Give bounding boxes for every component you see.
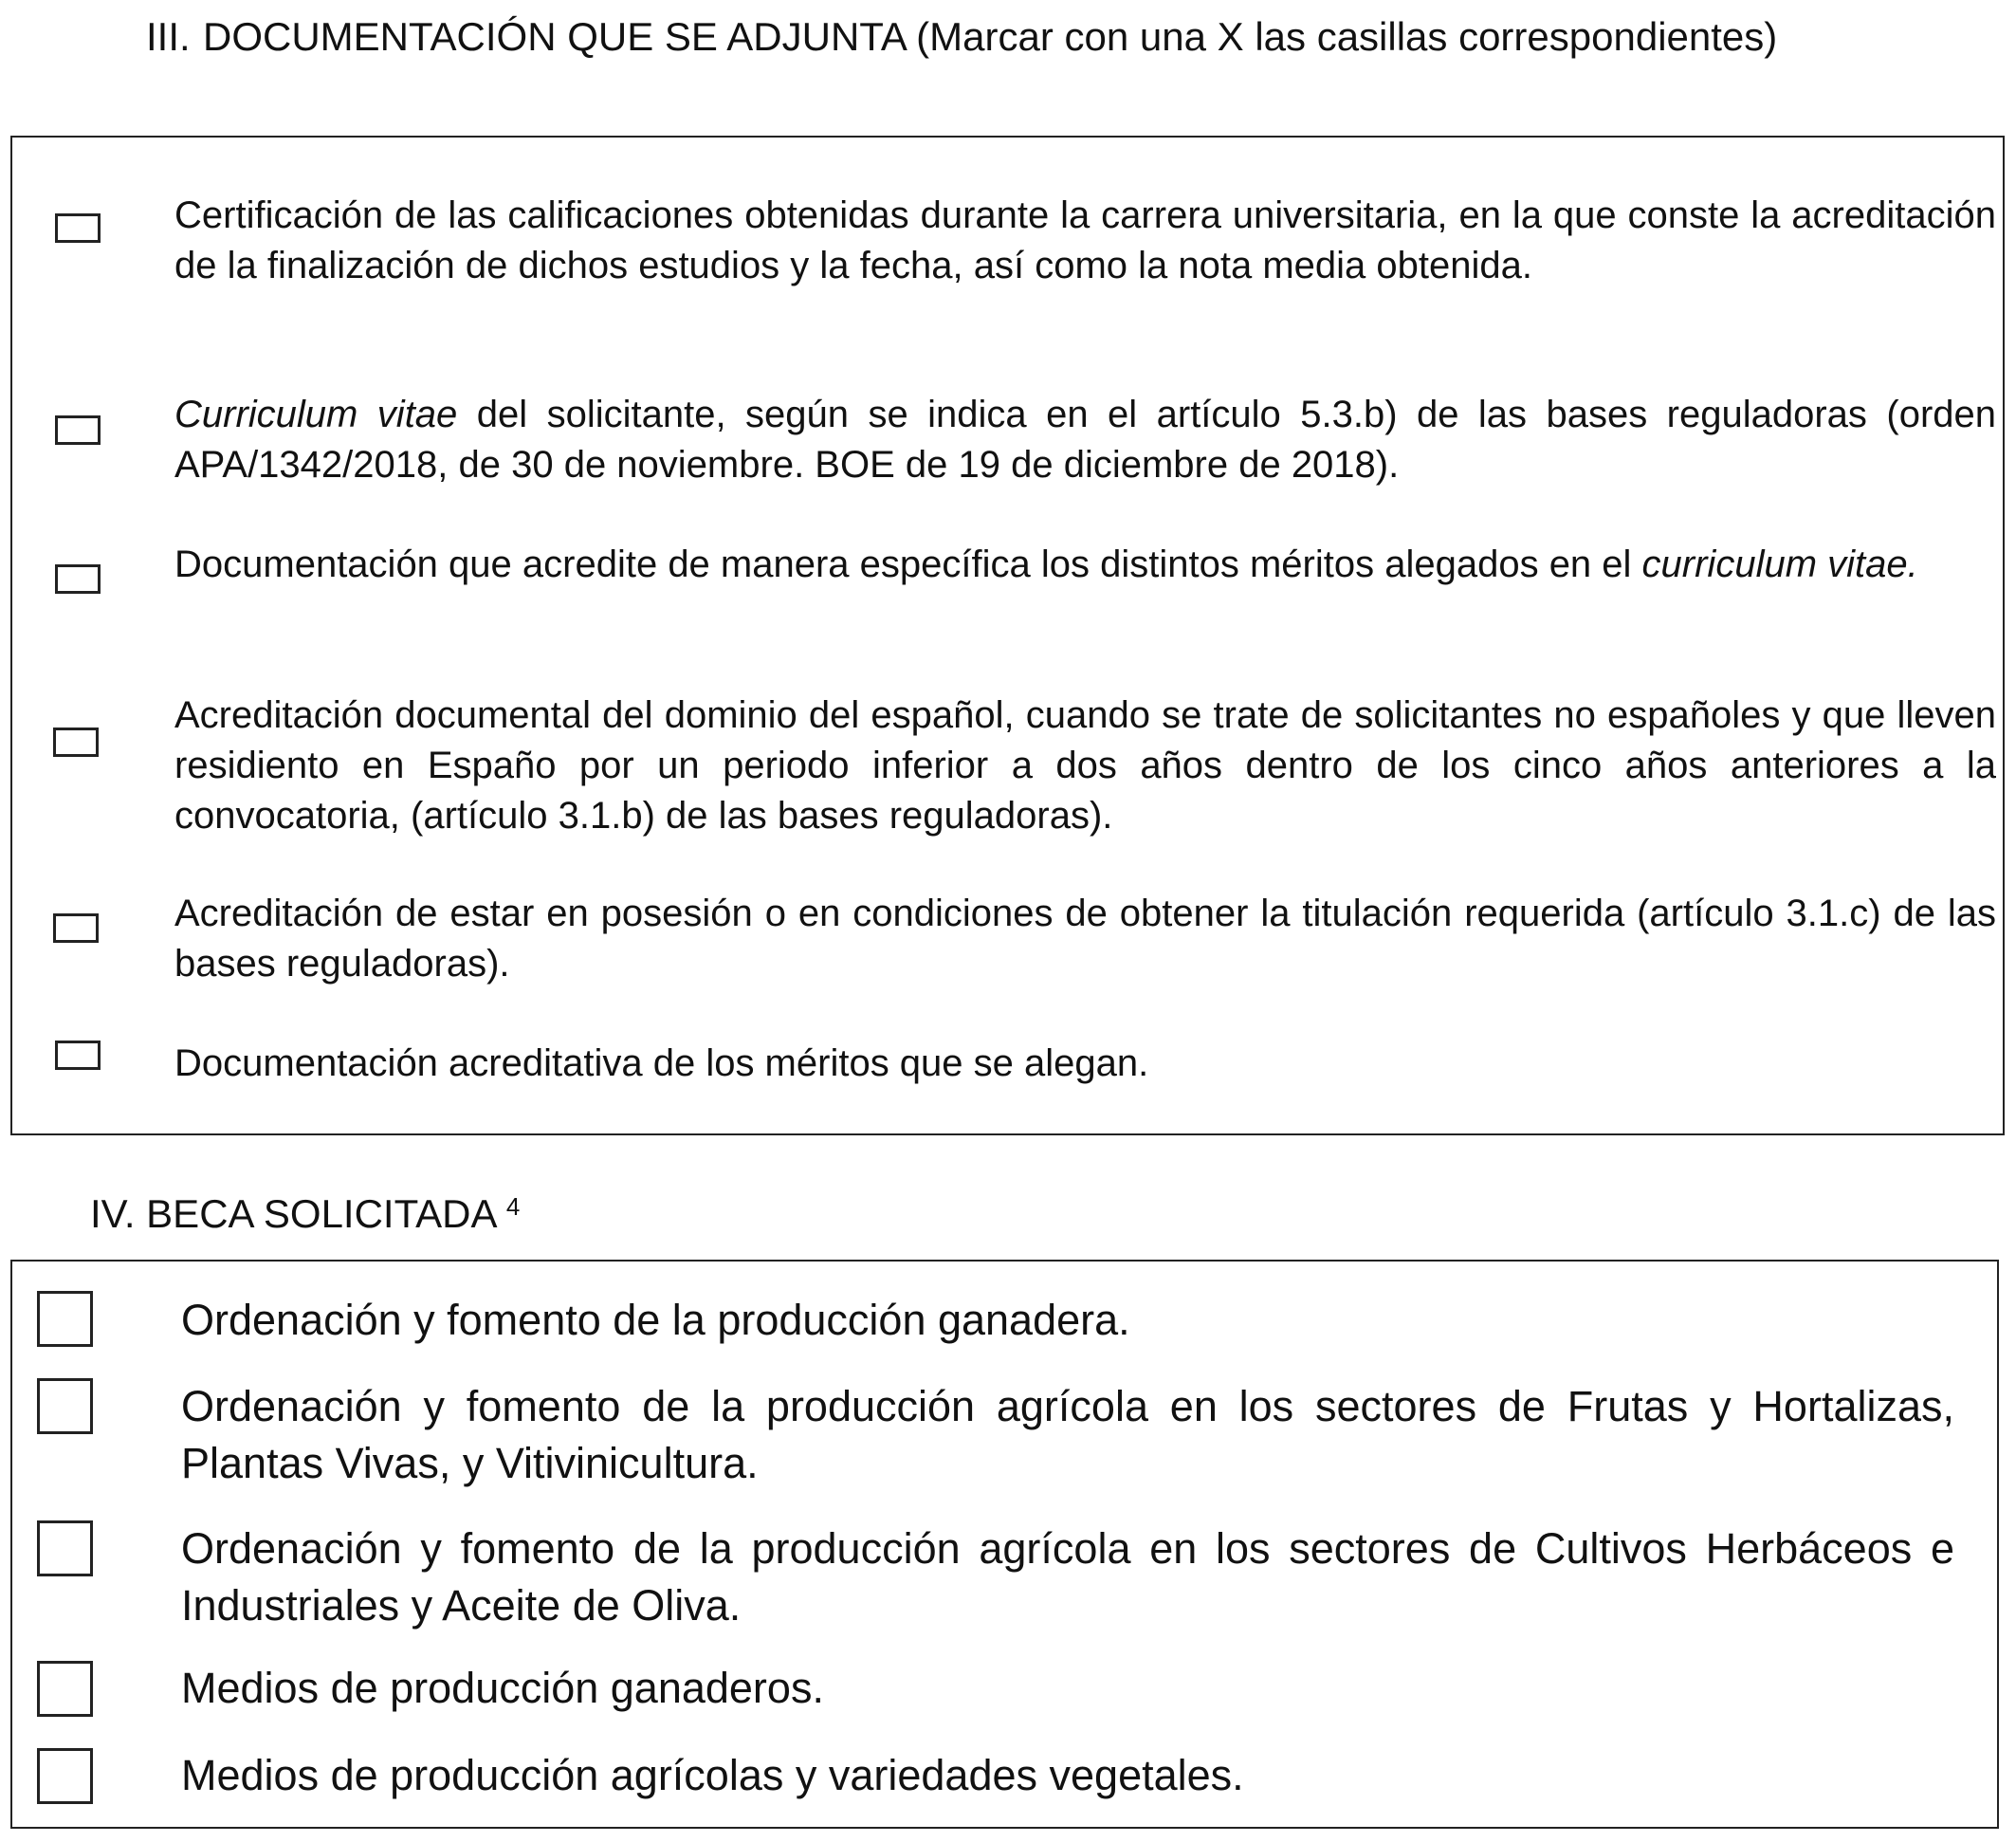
doc-checkbox-1[interactable]: [55, 213, 101, 243]
section-4-heading: [90, 1186, 520, 1243]
grant-item-label-1: Ordenación y fomento de la producción ganadera.: [181, 1296, 1130, 1344]
doc-item-label-2-italic: Curriculum vitae: [174, 394, 458, 435]
grant-item-label-4: Medios de producción ganaderos.: [181, 1664, 824, 1712]
doc-item-label-5: Acreditación de estar en posesión o en condiciones de obtener la titulación requerida (artículo 3.1.c) de las bases reguladoras).: [174, 893, 1996, 985]
doc-item-label-3: [174, 540, 1996, 590]
doc-item-label-2: [174, 390, 1996, 490]
doc-checkbox-3[interactable]: [55, 564, 101, 594]
grant-checkbox-2[interactable]: [37, 1378, 93, 1434]
grant-item-label-5: Medios de producción agrícolas y variedades vegetales.: [181, 1751, 1244, 1799]
grant-checkbox-1[interactable]: [37, 1291, 93, 1347]
section-4-title: IV. BECA SOLICITADA: [90, 1191, 496, 1236]
documentation-box: [10, 136, 2005, 1135]
doc-checkbox-2[interactable]: [55, 415, 101, 445]
doc-item-label-4: Acreditación documental del dominio del español, cuando se trate de solicitantes no españoles y que lleven residiento en Españo por un periodo inferior a dos años dentro de los cinco años anteriores a la convocatoria, (artículo 3.1.b) de las bases reguladoras).: [174, 694, 1996, 837]
grant-item-label-3: Ordenación y fomento de la producción agrícola en los sectores de Cultivos Herbáceos e Industriales y Aceite de Oliva.: [181, 1524, 1954, 1630]
grant-checkbox-4[interactable]: [37, 1661, 93, 1717]
section-3-title: DOCUMENTACIÓN QUE SE ADJUNTA (Marcar con una X las casillas correspondientes): [203, 14, 1778, 59]
doc-checkbox-4[interactable]: [53, 728, 99, 757]
grant-item-label-2: Ordenación y fomento de la producción agrícola en los sectores de Frutas y Hortalizas, Plantas Vivas, y Vitivinicultura.: [181, 1382, 1954, 1487]
grant-checkbox-3[interactable]: [37, 1520, 93, 1576]
grant-checkbox-5[interactable]: [37, 1748, 93, 1804]
doc-item-label-3-text: Documentación que acredite de manera específica los distintos méritos alegados en el: [174, 543, 1642, 585]
section-3-number: III.: [146, 14, 191, 59]
section-3-heading: [146, 8, 1914, 66]
doc-item-label-6: Documentación acreditativa de los méritos que se alegan.: [174, 1042, 1149, 1084]
doc-checkbox-5[interactable]: [53, 913, 99, 943]
doc-item-label-2-text: del solicitante, según se indica en el artículo 5.3.b) de las bases reguladoras (orden APA/1342/2018, de 30 de noviembre. BOE de 19 de diciembre de 2018).: [174, 394, 1997, 486]
footnote-marker: 4: [505, 1192, 521, 1221]
doc-checkbox-6[interactable]: [55, 1041, 101, 1070]
grant-box: [10, 1260, 1999, 1829]
doc-item-label-1: Certificación de las calificaciones obtenidas durante la carrera universitaria, en la que conste la acreditación de la finalización de dichos estudios y la fecha, así como la nota media obtenida.: [174, 194, 1996, 286]
doc-item-label-3-italic: curriculum vitae.: [1641, 543, 1918, 585]
